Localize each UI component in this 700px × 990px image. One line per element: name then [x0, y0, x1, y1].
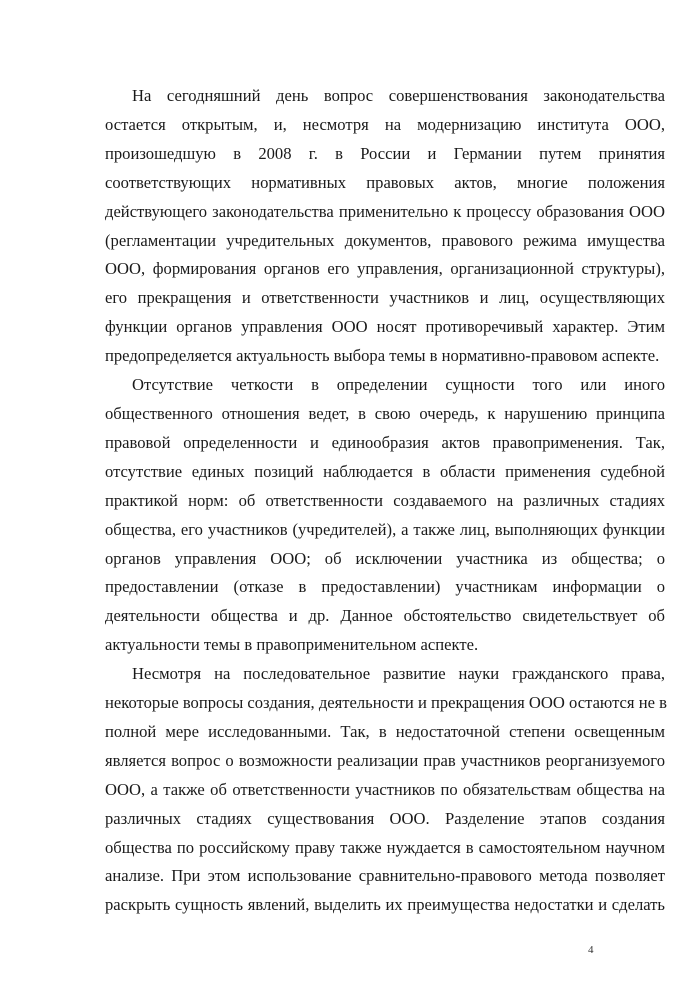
text-line: является вопрос о возможности реализации прав участников реорганизуемого: [105, 750, 665, 770]
text-line: общественного отношения ведет, в свою очередь, к нарушению принципа: [105, 403, 665, 423]
text-line: органов управления ООО; об исключении участника из общества; о: [105, 548, 665, 568]
text-line: действующего законодательства применительно к процессу образования ООО: [105, 201, 665, 221]
text-line: ООО, а также об ответственности участников по обязательствам общества на: [105, 779, 665, 799]
text-line: остается открытым, и, несмотря на модернизацию института ООО,: [105, 114, 665, 134]
page-number: 4: [588, 944, 594, 956]
paragraph-2: [105, 371, 665, 660]
text-line: произошедшую в 2008 г. в России и Германии путем принятия: [105, 143, 665, 163]
text-line: (регламентации учредительных документов, правового режима имущества: [105, 230, 665, 250]
text-line: различных стадиях существования ООО. Разделение этапов создания: [105, 808, 665, 828]
text-line: некоторые вопросы создания, деятельности и прекращения ООО остаются не в: [105, 693, 667, 713]
text-line: ООО, формирования органов его управления, организационной структуры),: [105, 259, 665, 279]
text-line: Несмотря на последовательное развитие науки гражданского права,: [132, 664, 665, 684]
text-line: анализе. При этом использование сравнительно-правового метода позволяет: [105, 866, 665, 886]
body-text: [105, 82, 665, 920]
text-line: общества по российскому праву также нуждается в самостоятельном научном: [105, 837, 665, 857]
text-line: деятельности общества и др. Данное обстоятельство свидетельствует об: [105, 606, 665, 626]
text-line: На сегодняшний день вопрос совершенствования законодательства: [132, 86, 665, 105]
text-line: функции органов управления ООО носят противоречивый характер. Этим: [105, 317, 665, 337]
text-line: предопределяется актуальность выбора темы в нормативно-правовом аспекте.: [105, 346, 660, 366]
text-line: Отсутствие четкости в определении сущности того или иного: [132, 375, 665, 395]
text-line: полной мере исследованными. Так, в недостаточной степени освещенным: [105, 721, 665, 741]
paragraph-1: [105, 82, 665, 371]
text-line: отсутствие единых позиций наблюдается в области применения судебной: [105, 461, 665, 481]
text-line: общества, его участников (учредителей), а также лиц, выполняющих функции: [105, 519, 665, 539]
text-line: соответствующих нормативных правовых актов, многие положения: [105, 172, 665, 192]
text-line: его прекращения и ответственности участников и лиц, осуществляющих: [105, 288, 665, 308]
text-line: раскрыть сущность явлений, выделить их преимущества недостатки и сделать: [105, 895, 665, 915]
text-line: предоставлении (отказе в предоставлении) участникам информации о: [105, 577, 665, 597]
text-line: актуальности темы в правоприменительном аспекте.: [105, 635, 479, 655]
text-line: правовой определенности и единообразия актов правоприменения. Так,: [105, 432, 665, 452]
text-line: практикой норм: об ответственности создаваемого на различных стадиях: [105, 490, 665, 510]
paragraph-3: [105, 660, 665, 920]
